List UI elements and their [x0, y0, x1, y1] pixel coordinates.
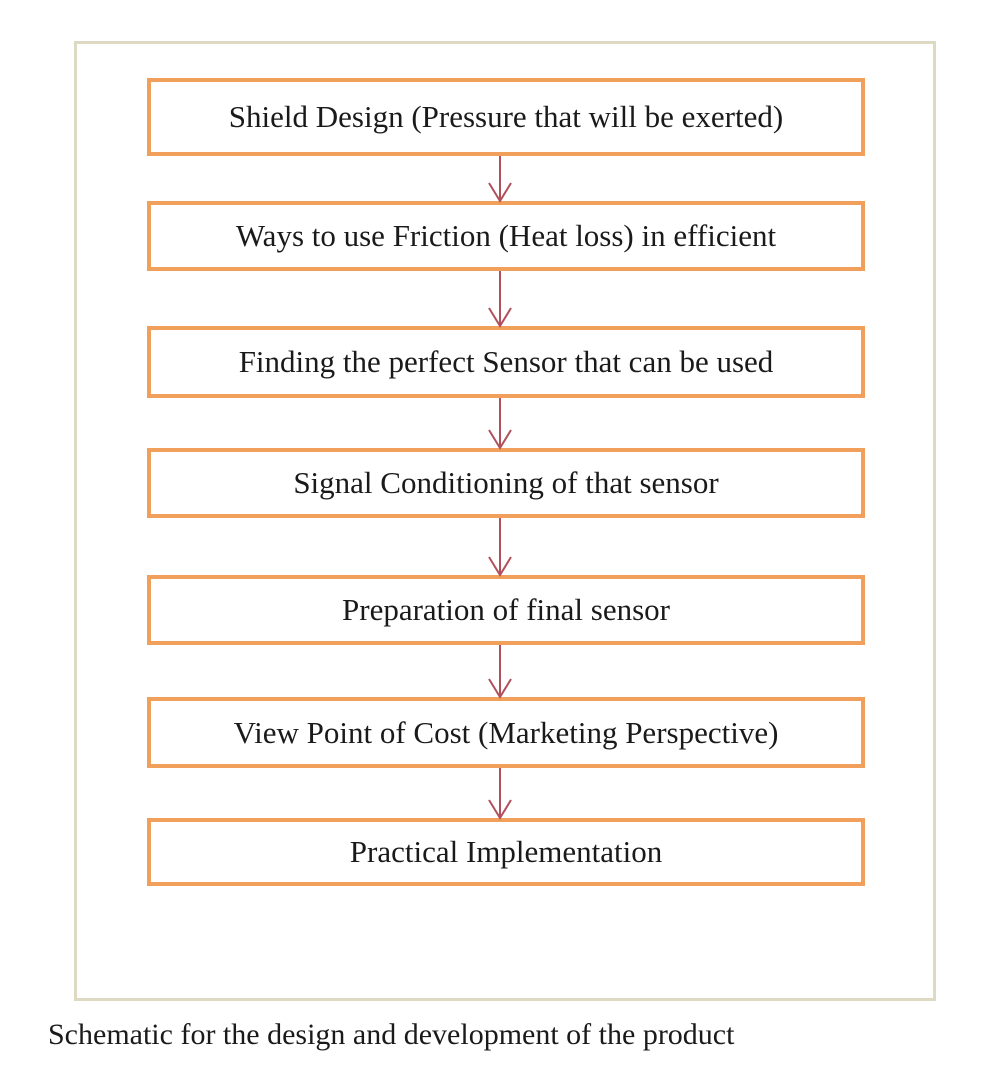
step-label: Practical Implementation: [349, 834, 663, 869]
step-signal-conditioning: [147, 448, 865, 518]
step-label: Ways to use Friction (Heat loss) in efficient: [235, 218, 777, 253]
step-label: Finding the perfect Sensor that can be used: [238, 344, 774, 379]
step-cost-viewpoint: [147, 697, 865, 768]
step-shield-design: [147, 78, 865, 156]
step-label: Preparation of final sensor: [342, 592, 670, 627]
step-practical-implementation: [147, 818, 865, 886]
step-final-sensor-preparation: [147, 575, 865, 645]
step-label: View Point of Cost (Marketing Perspective): [233, 714, 779, 750]
step-friction-usage: [147, 201, 865, 271]
step-label: Shield Design (Pressure that will be exerted): [228, 99, 784, 134]
step-sensor-selection: [147, 326, 865, 398]
step-label: Signal Conditioning of that sensor: [293, 465, 719, 500]
diagram-caption: Schematic for the design and development of the product: [48, 1018, 735, 1051]
